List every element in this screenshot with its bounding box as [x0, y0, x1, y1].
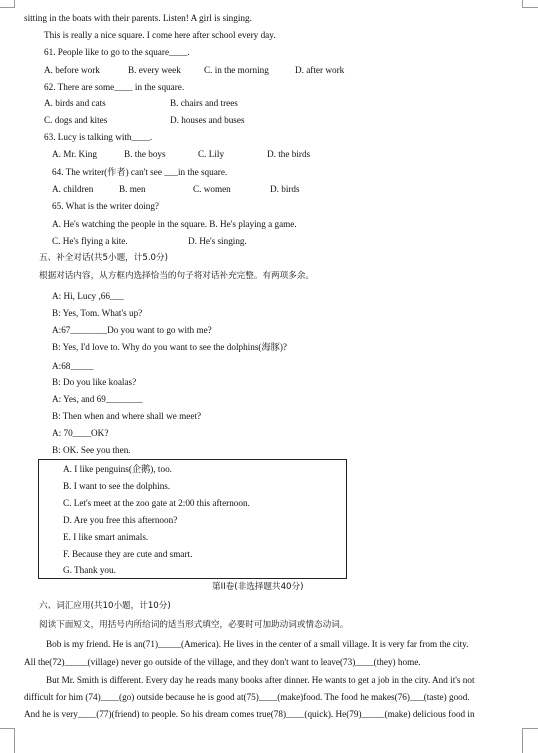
question-stem: 65. What is the writer doing?	[52, 201, 159, 211]
dialogue-line: B: Do you like koalas?	[52, 377, 137, 387]
passage-line: All the(72)_____(village) never go outside of the village, and they don't want to leave(73)____(they) home.	[24, 657, 421, 667]
passage-line: This is really a nice square. I come here after school every day.	[44, 30, 276, 40]
answer-option: C. dogs and kites	[44, 115, 108, 125]
passage-line: sitting in the boats with their parents. Listen! A girl is singing.	[24, 13, 252, 23]
section-instruction: 阅读下面短文，用括号内所给词的适当形式填空，必要时可加助动词或情态动词。	[39, 620, 349, 630]
dialogue-line: A: 70____OK?	[52, 428, 109, 438]
question-stem: 63. Lucy is talking with____.	[44, 132, 153, 142]
answer-option: D. the birds	[267, 149, 311, 159]
answer-option: D. houses and buses	[170, 115, 245, 125]
passage-line: Bob is my friend. He is an(71)_____(America). He lives in the center of a small village. It is very far from the city.	[46, 639, 469, 649]
passage-line: difficult for him (74)____(go) outside because he is good at(75)____(make)food. The food he makes(76)___(taste) good.	[24, 692, 470, 702]
crop-mark-top-left-h	[0, 7, 14, 8]
answer-option: B. every week	[128, 65, 181, 75]
answer-option: C. Lily	[198, 149, 225, 159]
dialogue-line: A: Hi, Lucy ,66___	[52, 291, 124, 301]
answer-option: A. Mr. King	[52, 149, 97, 159]
answer-option: A. He's watching the people in the square. B. He's playing a game.	[52, 219, 297, 229]
passage-line: But Mr. Smith is different. Every day he reads many books after dinner. He wants to get a job in the city. And it's not	[46, 675, 475, 685]
choice-item: F. Because they are cute and smart.	[63, 549, 193, 559]
crop-mark-top-right-v	[522, 0, 523, 8]
dialogue-line: B: OK. See you then.	[52, 445, 131, 455]
dialogue-line: A:68_____	[52, 361, 94, 371]
answer-option: A. children	[52, 184, 94, 194]
section-instruction: 根据对话内容，从方框内选择恰当的句子将对话补充完整。有两项多余。	[39, 271, 315, 281]
section-heading: 五、补全对话(共5小题，计5.0分)	[39, 253, 168, 263]
choices-box	[38, 459, 347, 579]
question-stem: 61. People like to go to the square____.	[44, 47, 190, 57]
crop-mark-bottom-right-h	[522, 728, 538, 729]
answer-option: B. the boys	[124, 149, 166, 159]
answer-option: A. birds and cats	[44, 98, 106, 108]
choice-item: D. Are you free this afternoon?	[63, 515, 178, 525]
choice-item: E. I like smart animals.	[63, 532, 149, 542]
answer-option: D. after work	[295, 65, 345, 75]
dialogue-line: A:67________Do you want to go with me?	[52, 325, 212, 335]
crop-mark-bottom-right-v	[522, 728, 523, 753]
dialogue-line: B: Then when and where shall we meet?	[52, 411, 202, 421]
answer-option: D. He's singing.	[188, 236, 247, 246]
crop-mark-top-right-h	[522, 7, 538, 8]
answer-option: B. men	[119, 184, 146, 194]
dialogue-line: B: Yes, I'd love to. Why do you want to see the dolphins(海豚)?	[52, 342, 287, 352]
answer-option: C. He's flying a kite.	[52, 236, 128, 246]
answer-option: A. before work	[44, 65, 100, 75]
choice-item: A. I like penguins(企鹅), too.	[63, 464, 172, 474]
crop-mark-bottom-left-h	[0, 728, 14, 729]
answer-option: B. chairs and trees	[170, 98, 238, 108]
section-heading: 六、词汇应用(共10小题，计10分)	[39, 601, 171, 611]
dialogue-line: A: Yes, and 69________	[52, 394, 143, 404]
answer-option: D. birds	[270, 184, 300, 194]
question-stem: 62. There are some____ in the square.	[44, 82, 185, 92]
answer-option: C. women	[193, 184, 231, 194]
choice-item: G. Thank you.	[63, 565, 116, 575]
dialogue-line: B: Yes, Tom. What's up?	[52, 308, 143, 318]
choice-item: C. Let's meet at the zoo gate at 2:00 this afternoon.	[63, 498, 250, 508]
answer-option: C. in the morning	[204, 65, 269, 75]
question-stem: 64. The writer(作者) can't see ___in the square.	[52, 167, 228, 177]
crop-mark-bottom-left-v	[14, 728, 15, 753]
crop-mark-top-left-v	[14, 0, 15, 8]
choice-item: B. I want to see the dolphins.	[63, 481, 171, 491]
part-two-heading: 第II卷(非选择题共40分)	[212, 582, 304, 592]
passage-line: And he is very____(77)(friend) to people. So his dream comes true(78)____(quick). He(79)_____(make) delicious food in	[24, 709, 475, 719]
